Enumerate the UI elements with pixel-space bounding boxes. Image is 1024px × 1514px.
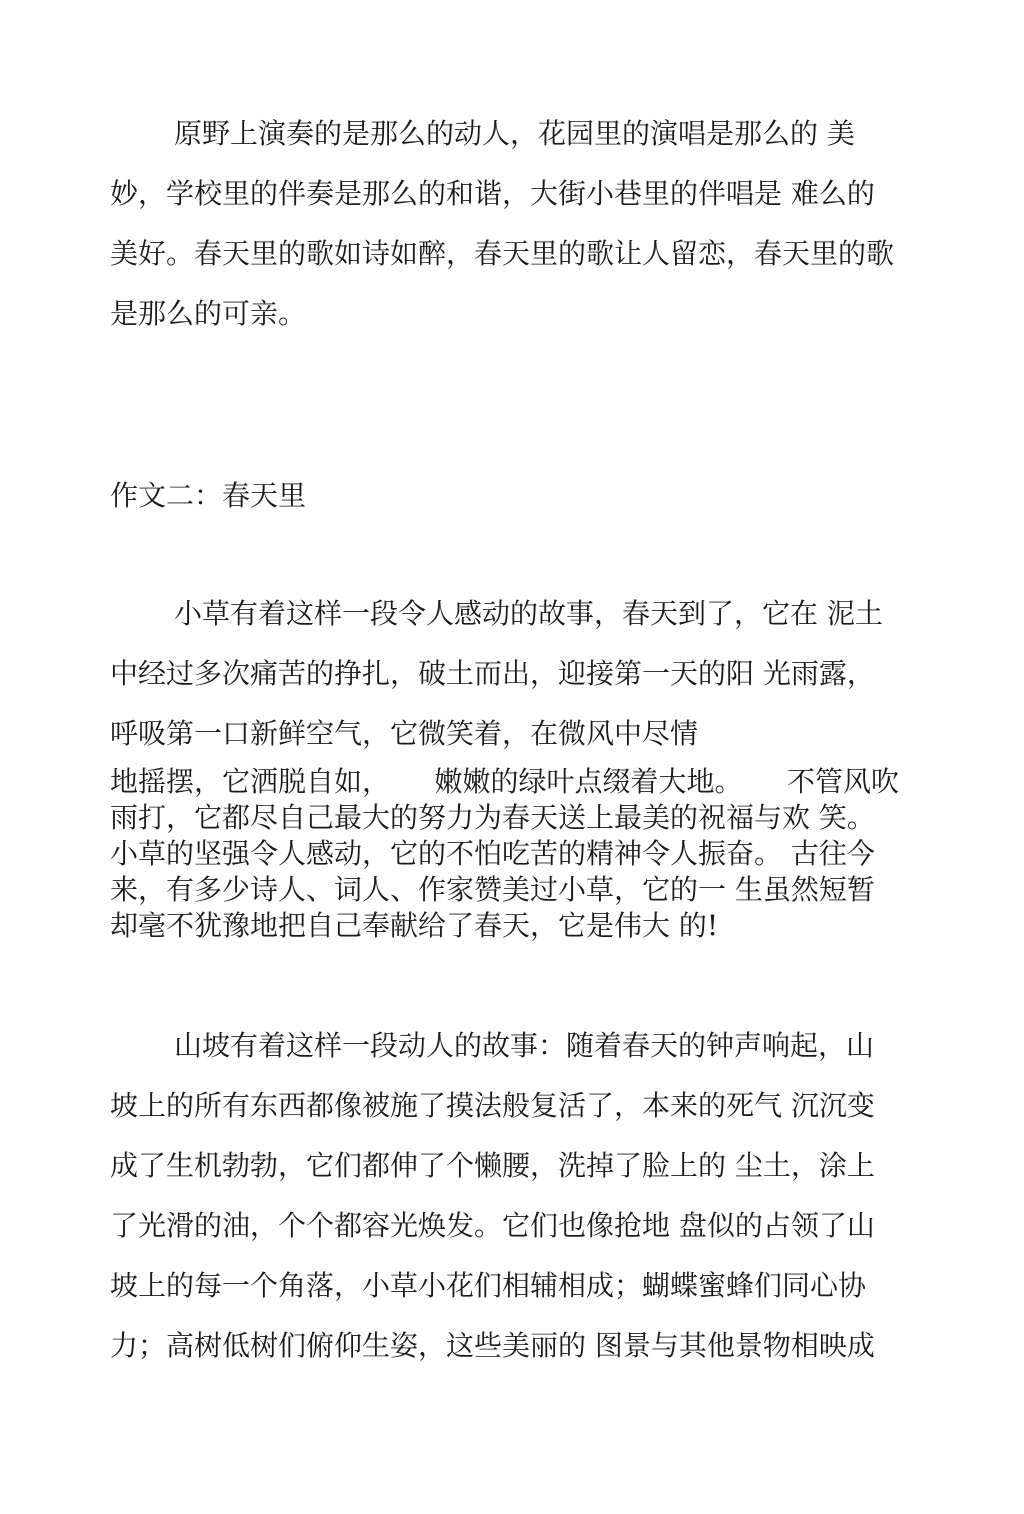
essay-heading: 作文二：春天里 (110, 479, 307, 512)
text-line: 坡上的每一个角落，小草小花们相辅相成；蝴蝶蜜蜂们同心协 (110, 1269, 867, 1302)
text-line: 呼吸第一口新鲜空气，它微笑着，在微风中尽情 (110, 717, 699, 750)
text-line: 来，有多少诗人、词人、作家赞美过小草，它的一 生虽然短暂 (110, 873, 875, 906)
text-line: 原野上演奏的是那么的动人，花园里的演唱是那么的 美 (174, 117, 855, 150)
text-line: 小草有着这样一段令人感动的故事，春天到了，它在 泥土 (174, 597, 883, 630)
text-line: 地摇摆，它洒脱自如， 嫩嫩的绿叶点缀着大地。 不管风吹 (110, 765, 900, 798)
text-line: 山坡有着这样一段动人的故事：随着春天的钟声响起，山 (174, 1029, 875, 1062)
text-line: 了光滑的油，个个都容光焕发。它们也像抢地 盘似的占领了山 (110, 1209, 875, 1242)
text-line: 力；高树低树们俯仰生姿，这些美丽的 图景与其他景物相映成 (110, 1329, 875, 1362)
text-line: 雨打，它都尽自己最大的努力为春天送上最美的祝福与欢 笑。 (110, 801, 875, 834)
text-line: 中经过多次痛苦的挣扎，破土而出，迎接第一天的阳 光雨露， (110, 657, 875, 690)
text-line: 小草的坚强令人感动，它的不怕吃苦的精神令人振奋。 古往今 (110, 837, 875, 870)
text-line: 成了生机勃勃，它们都伸了个懒腰，洗掉了脸上的 尘土，涂上 (110, 1149, 875, 1182)
text-line: 妙，学校里的伴奏是那么的和谐，大街小巷里的伴唱是 难么的 (110, 177, 875, 210)
text-line: 却毫不犹豫地把自己奉献给了春天，它是伟大 的! (110, 909, 719, 942)
text-line: 美好。春天里的歌如诗如醉，春天里的歌让人留恋，春天里的歌 (110, 237, 895, 270)
text-line: 坡上的所有东西都像被施了摸法般复活了，本来的死气 沉沉变 (110, 1089, 875, 1122)
text-line: 是那么的可亲。 (110, 297, 307, 330)
